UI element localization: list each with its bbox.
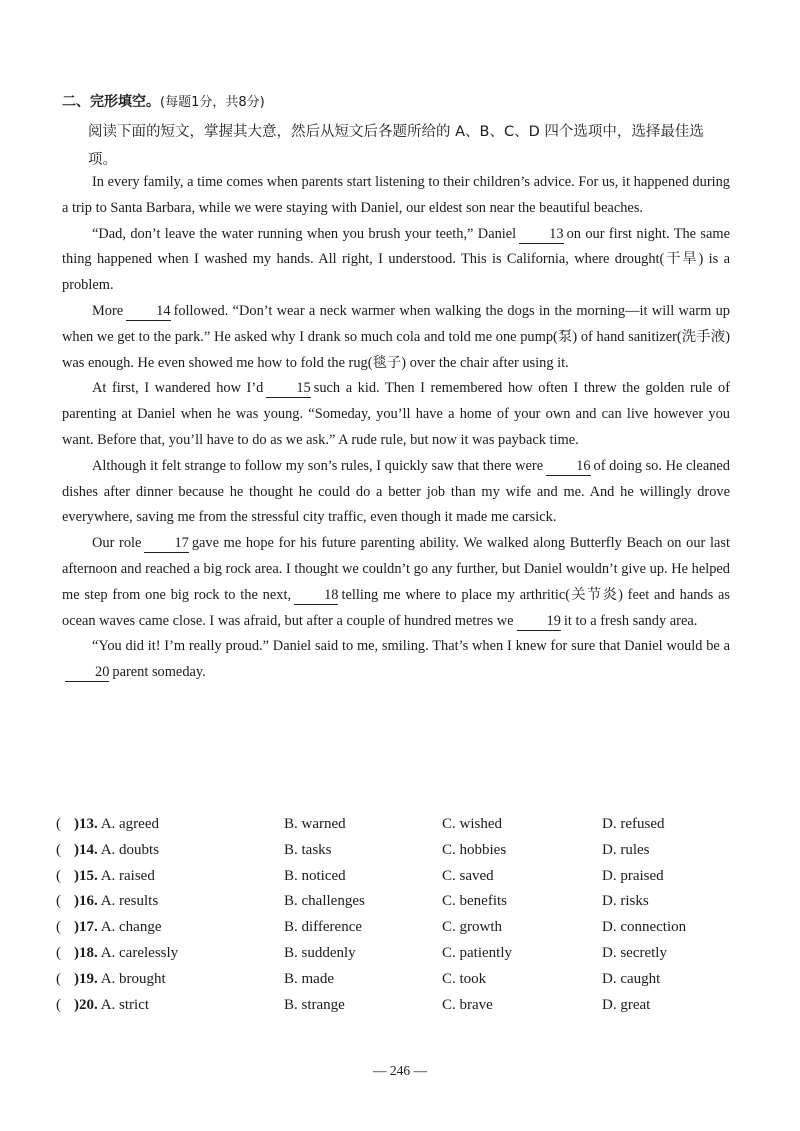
option-c[interactable]: C. hobbies — [442, 841, 507, 858]
option-b[interactable]: B. challenges — [284, 893, 365, 910]
question-row — [56, 893, 756, 919]
answer-paren[interactable]: ( — [56, 944, 61, 961]
question-row — [56, 816, 756, 842]
option-b[interactable]: B. tasks — [284, 841, 332, 858]
option-d[interactable]: D. risks — [602, 893, 649, 910]
question-row — [56, 868, 756, 894]
section-title — [62, 91, 265, 111]
answer-paren[interactable]: ( — [56, 893, 61, 910]
option-a[interactable]: A. raised — [100, 867, 155, 884]
option-d[interactable]: D. refused — [602, 816, 665, 832]
option-b[interactable]: B. difference — [284, 919, 363, 936]
paragraph-5: Although it felt strange to follow my son’s rules, I quickly saw that there were 16 of doing so. He cleaned dishes after dinner because he thought he could do a better job than my wife and me. And he willingly drove everywhere, saving me from the stressful city traffic, even though it made me carsick. — [62, 457, 730, 526]
option-a[interactable]: A. brought — [100, 970, 166, 987]
blank-18[interactable]: 18 — [294, 587, 338, 605]
paragraph-2: “Dad, don’t leave the water running when you brush your teeth,” Daniel 13 on our first night. The same thing happened when I washed my hands. All right, I understood. This is California, where drought(干旱) is a problem. — [62, 225, 730, 294]
blank-14[interactable]: 14 — [126, 303, 170, 321]
question-number: )16. — [74, 893, 98, 910]
option-b[interactable]: B. warned — [284, 816, 346, 832]
paragraph-4: At first, I wandered how I’d 15 such a kid. Then I remembered how often I threw the golden rule of parenting at Daniel when he was young. “Someday, you’ll have a home of your own and can live however you want. Before that, you’ll have to do as we ask.” A rude rule, but now it was payback time. — [62, 380, 730, 448]
option-a[interactable]: A. strict — [100, 996, 150, 1013]
answer-paren[interactable]: ( — [56, 816, 61, 832]
option-a[interactable]: A. doubts — [100, 841, 160, 858]
option-c[interactable]: C. took — [442, 970, 487, 987]
answer-paren[interactable]: ( — [56, 970, 61, 987]
option-c[interactable]: C. brave — [442, 996, 493, 1013]
option-d[interactable]: D. great — [602, 996, 651, 1013]
question-row — [56, 842, 756, 868]
answer-paren[interactable]: ( — [56, 996, 61, 1013]
blank-16[interactable]: 16 — [546, 458, 590, 476]
option-b[interactable]: B. strange — [284, 996, 345, 1013]
question-number: )18. — [74, 944, 98, 961]
question-row — [56, 971, 756, 997]
paragraph-7: “You did it! I’m really proud.” Daniel said to me, smiling. That’s when I knew for sure that Daniel would be a20 parent someday. — [62, 634, 730, 686]
question-row — [56, 919, 756, 945]
question-number: )20. — [74, 996, 98, 1013]
question-number: )13. — [74, 816, 98, 832]
option-d[interactable]: D. rules — [602, 841, 650, 858]
answer-paren[interactable]: ( — [56, 867, 61, 884]
option-b[interactable]: B. suddenly — [284, 944, 356, 961]
options-list — [56, 816, 756, 1022]
option-a[interactable]: A. carelessly — [100, 944, 179, 961]
question-number: )17. — [74, 919, 98, 936]
blank-13[interactable]: 13 — [519, 226, 563, 244]
option-a[interactable]: A. agreed — [100, 816, 159, 832]
option-d[interactable]: D. praised — [602, 867, 664, 884]
blank-17[interactable]: 17 — [144, 535, 188, 553]
blank-15[interactable]: 15 — [266, 380, 310, 398]
option-c[interactable]: C. growth — [442, 919, 502, 936]
blank-20[interactable]: 20 — [65, 664, 109, 682]
option-d[interactable]: D. connection — [602, 919, 687, 936]
paragraph-6: Our role 17 gave me hope for his future parenting ability. We walked along Butterfly Beach on our last afternoon and reached a big rock area. I thought we couldn’t go any further, but Daniel wouldn’t give up. He helped me step from one big rock to the next, 18 telling me where to place my arthritic(关节炎) feet and hands as ocean waves came close. I was afraid, but after a couple of hundred metres we 19 it to a fresh sandy area. — [62, 535, 730, 629]
option-a[interactable]: A. change — [100, 919, 162, 936]
cloze-passage — [62, 170, 730, 686]
answer-paren[interactable]: ( — [56, 919, 61, 936]
question-number: )19. — [74, 970, 98, 987]
option-c[interactable]: C. wished — [442, 816, 502, 832]
option-d[interactable]: D. secretly — [602, 944, 667, 961]
question-row — [56, 945, 756, 971]
instruction-text: 阅读下面的短文，掌握其大意，然后从短文后各题所给的 A、B、C、D 四个选项中，选择最佳选项。 — [88, 124, 704, 168]
option-c[interactable]: C. saved — [442, 867, 494, 884]
option-b[interactable]: B. made — [284, 970, 334, 987]
question-number: )14. — [74, 841, 98, 858]
paragraph-1: In every family, a time comes when parents start listening to their children’s advice. For us, it happened during a trip to Santa Barbara, while we were staying with Daniel, our eldest son near the beautiful beaches. — [62, 174, 730, 216]
question-row — [56, 997, 756, 1023]
option-b[interactable]: B. noticed — [284, 867, 346, 884]
page-number: — 246 — — [373, 1063, 427, 1078]
blank-19[interactable]: 19 — [517, 613, 561, 631]
section-heading: 二、完形填空。 — [62, 94, 160, 110]
section-score-note: (每题1分，共8分) — [160, 95, 265, 110]
option-c[interactable]: C. benefits — [442, 893, 507, 910]
option-a[interactable]: A. results — [100, 893, 159, 910]
option-c[interactable]: C. patiently — [442, 944, 512, 961]
option-d[interactable]: D. caught — [602, 970, 661, 987]
answer-paren[interactable]: ( — [56, 841, 61, 858]
paragraph-3: More 14 followed. “Don’t wear a neck warmer when walking the dogs in the morning—it will warm up when we get to the park.” He asked why I drank so much cola and told me one pump(泵) of hand sanitizer(洗手液) was enough. He even showed me how to fold the rug(毯子) over the chair after using it. — [62, 302, 730, 371]
question-number: )15. — [74, 867, 98, 884]
